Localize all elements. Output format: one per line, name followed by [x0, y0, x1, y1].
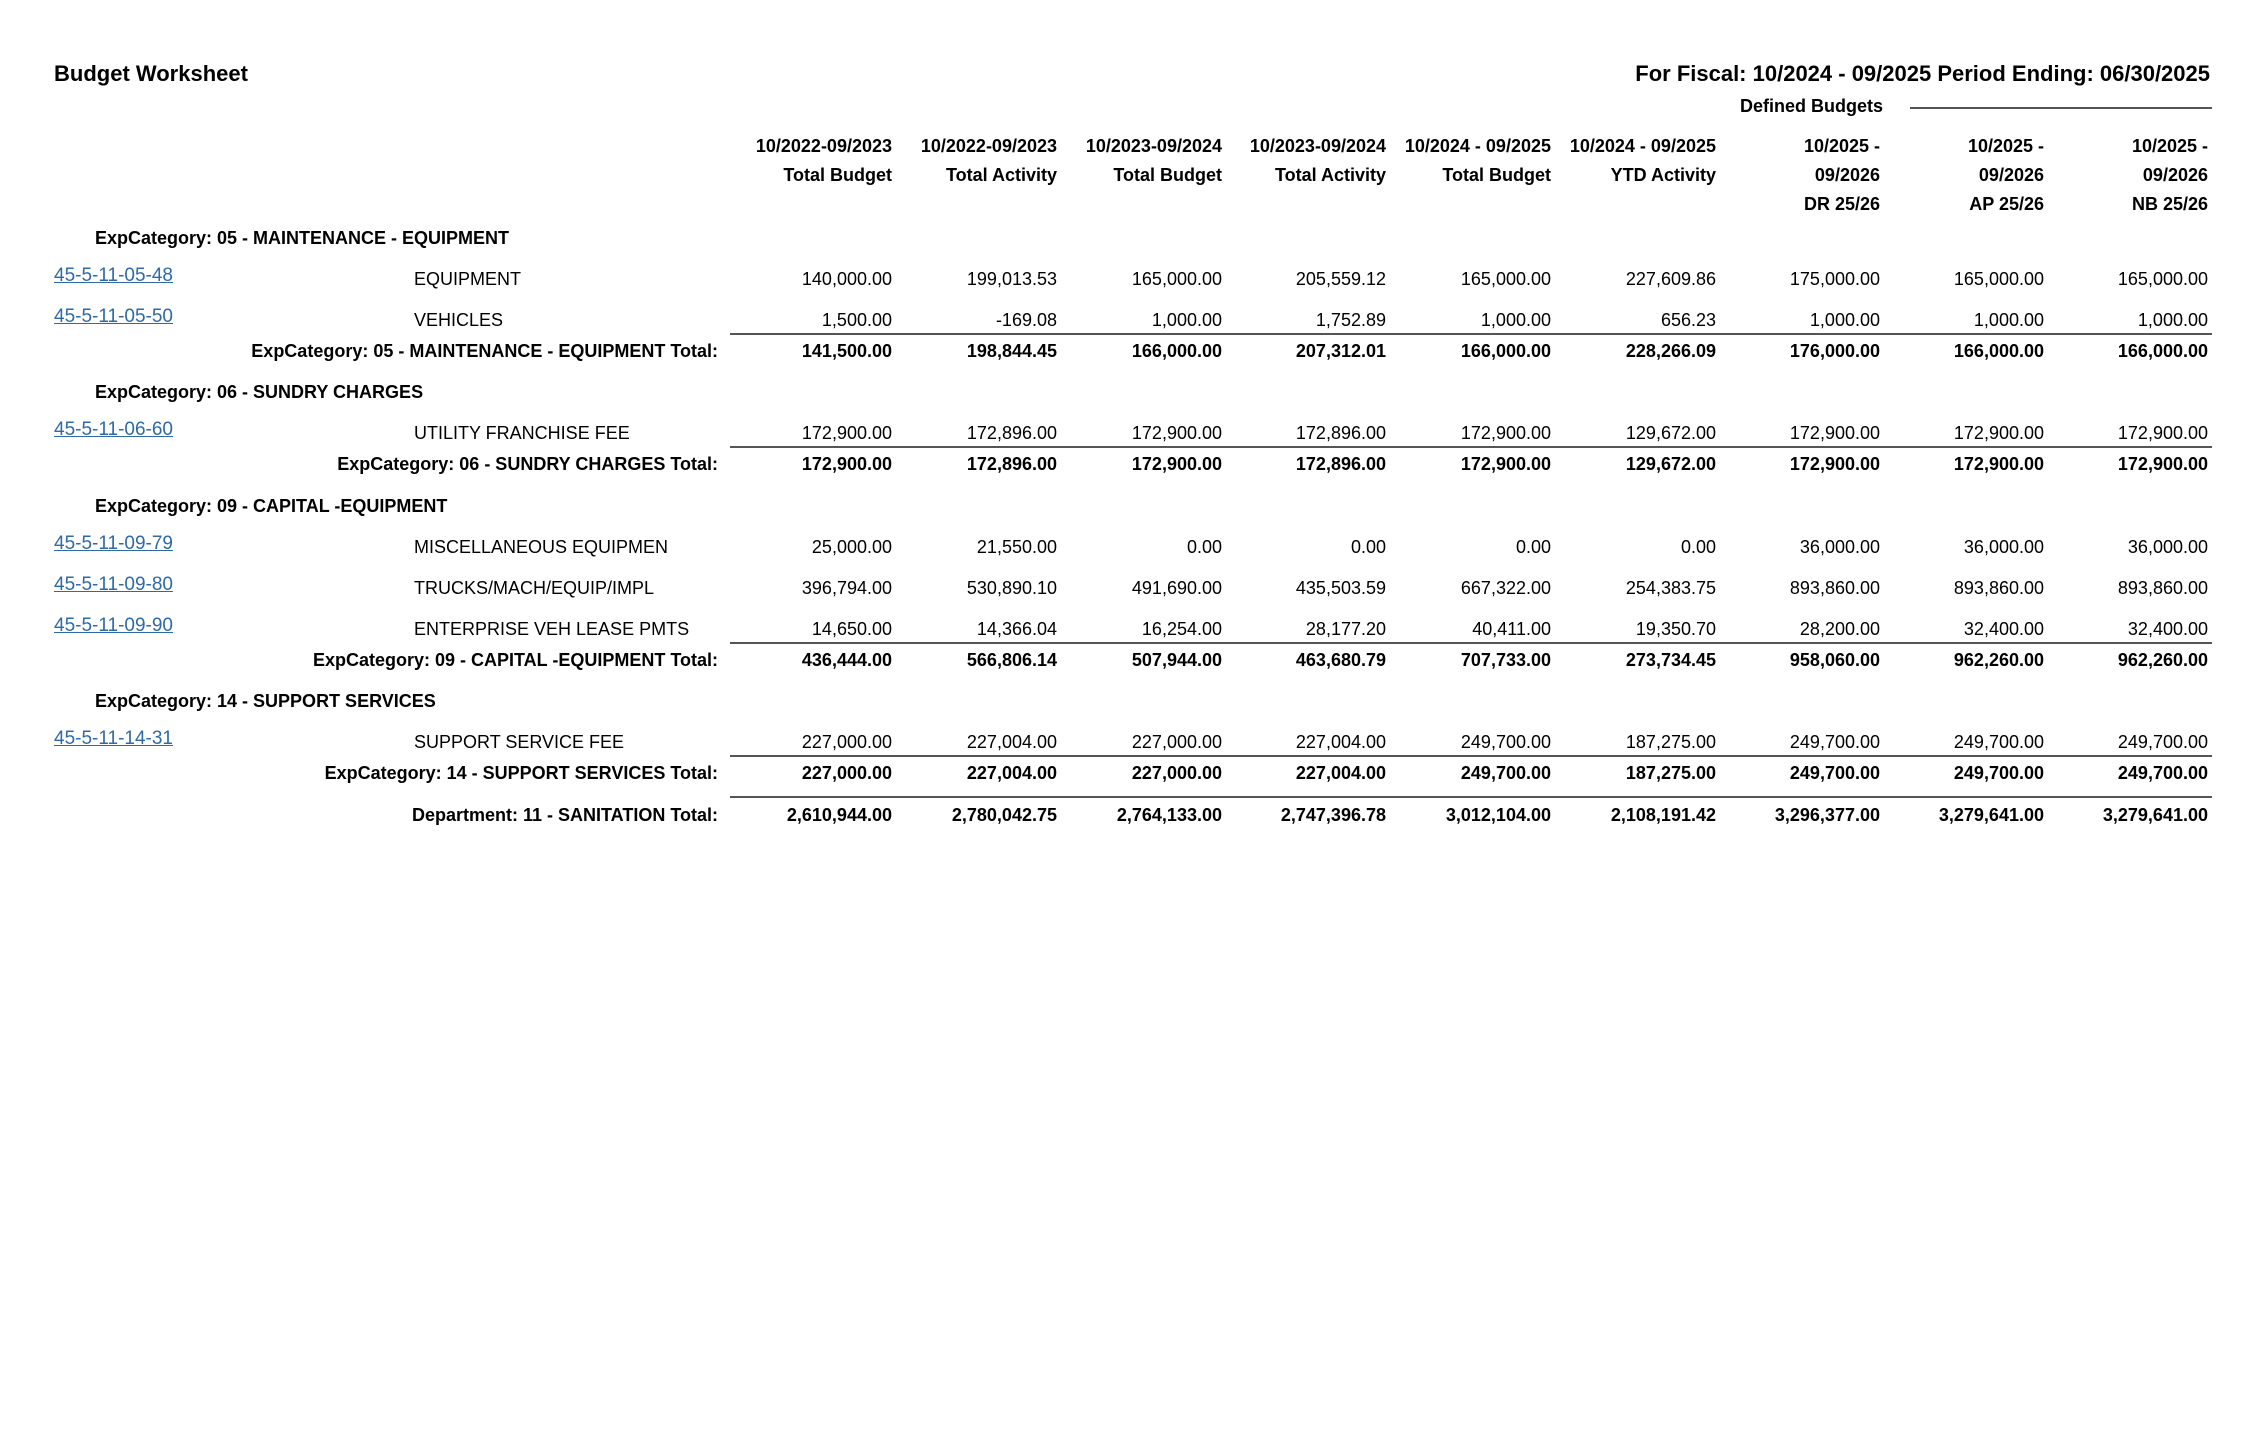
category-total-cell: 463,680.79: [1295, 650, 1386, 670]
amount-cell: 16,254.00: [1141, 619, 1222, 639]
amount-cell: 172,900.00: [1789, 423, 1880, 443]
amount-cell: 227,609.86: [1625, 269, 1716, 289]
amount-cell: 227,000.00: [801, 732, 892, 752]
category-total-cell: 187,275.00: [1625, 763, 1716, 783]
defined-budgets-label: Defined Budgets: [1740, 96, 1884, 116]
amount-cell: 172,900.00: [801, 423, 892, 443]
amount-cell: 14,650.00: [811, 619, 892, 639]
account-link[interactable]: 45-5-11-09-80: [54, 574, 174, 595]
line-item-description: UTILITY FRANCHISE FEE: [414, 423, 630, 443]
account-link[interactable]: 45-5-11-05-48: [54, 265, 174, 286]
amount-cell: 36,000.00: [1799, 537, 1880, 557]
amount-cell: 227,004.00: [966, 732, 1057, 752]
account-link[interactable]: 45-5-11-09-79: [54, 533, 174, 554]
amount-cell: 172,900.00: [2117, 423, 2208, 443]
category-heading: ExpCategory: 06 - SUNDRY CHARGES: [95, 382, 424, 402]
column-header-3-line-1: 10/2023-09/2024: [1085, 136, 1222, 156]
category-heading: ExpCategory: 05 - MAINTENANCE - EQUIPMENT: [95, 228, 510, 248]
amount-cell: 249,700.00: [1460, 732, 1551, 752]
category-total-cell: 141,500.00: [801, 341, 892, 361]
amount-cell: -169.08: [995, 310, 1057, 330]
category-total-cell: 249,700.00: [1789, 763, 1880, 783]
line-item-description: MISCELLANEOUS EQUIPMEN: [414, 537, 669, 557]
amount-cell: 187,275.00: [1625, 732, 1716, 752]
department-total-cell: 3,279,641.00: [1938, 805, 2044, 825]
amount-cell: 172,900.00: [1131, 423, 1222, 443]
category-total-cell: 129,672.00: [1625, 454, 1716, 474]
fiscal-period-header: For Fiscal: 10/2024 - 09/2025 Period Ending: 06/30/2025: [1635, 61, 2210, 86]
subtotal-rule: [730, 446, 2212, 448]
amount-cell: 40,411.00: [1472, 619, 1551, 639]
category-heading: ExpCategory: 14 - SUPPORT SERVICES: [95, 691, 436, 711]
amount-cell: 32,400.00: [2127, 619, 2208, 639]
category-heading: ExpCategory: 09 - CAPITAL -EQUIPMENT: [95, 496, 448, 516]
column-header-9-line-2: 09/2026: [2142, 165, 2208, 185]
category-total-cell: 172,900.00: [1953, 454, 2044, 474]
department-total-cell: 3,296,377.00: [1774, 805, 1880, 825]
amount-cell: 227,004.00: [1295, 732, 1386, 752]
column-header-2-line-2: Total Activity: [945, 165, 1057, 185]
defined-budgets-rule: [1910, 107, 2212, 109]
account-link[interactable]: 45-5-11-09-90: [54, 615, 174, 636]
column-header-3-line-2: Total Budget: [1113, 165, 1222, 185]
category-total-cell: 198,844.45: [966, 341, 1057, 361]
amount-cell: 0.00: [1350, 537, 1386, 557]
amount-cell: 25,000.00: [811, 537, 892, 557]
category-total-cell: 227,000.00: [801, 763, 892, 783]
category-total-label: ExpCategory: 06 - SUNDRY CHARGES Total:: [337, 454, 718, 474]
category-total-cell: 227,004.00: [966, 763, 1057, 783]
department-total-cell: 2,747,396.78: [1280, 805, 1386, 825]
column-header-5-line-1: 10/2024 - 09/2025: [1404, 136, 1551, 156]
column-header-4-line-1: 10/2023-09/2024: [1249, 136, 1386, 156]
category-total-cell: 249,700.00: [2117, 763, 2208, 783]
column-header-6-line-1: 10/2024 - 09/2025: [1569, 136, 1716, 156]
account-link[interactable]: 45-5-11-06-60: [54, 419, 174, 440]
amount-cell: 667,322.00: [1460, 578, 1551, 598]
amount-cell: 21,550.00: [976, 537, 1057, 557]
column-header-7-line-3: DR 25/26: [1803, 194, 1880, 214]
category-total-cell: 172,900.00: [801, 454, 892, 474]
column-header-8-line-3: AP 25/26: [1969, 194, 2044, 214]
amount-cell: 140,000.00: [801, 269, 892, 289]
amount-cell: 893,860.00: [2117, 578, 2208, 598]
line-item-description: EQUIPMENT: [414, 269, 522, 289]
category-total-cell: 172,900.00: [1789, 454, 1880, 474]
amount-cell: 249,700.00: [1789, 732, 1880, 752]
amount-cell: 32,400.00: [1963, 619, 2044, 639]
amount-cell: 175,000.00: [1789, 269, 1880, 289]
account-link[interactable]: 45-5-11-05-50: [54, 306, 174, 327]
subtotal-rule: [730, 642, 2212, 644]
amount-cell: 249,700.00: [2117, 732, 2208, 752]
column-header-1-line-1: 10/2022-09/2023: [755, 136, 892, 156]
department-total-cell: 2,780,042.75: [951, 805, 1057, 825]
category-total-cell: 227,004.00: [1295, 763, 1386, 783]
amount-cell: 28,200.00: [1799, 619, 1880, 639]
department-total-rule: [730, 796, 2212, 798]
category-total-cell: 566,806.14: [966, 650, 1057, 670]
column-header-1-line-2: Total Budget: [783, 165, 892, 185]
category-total-cell: 166,000.00: [1953, 341, 2044, 361]
category-total-cell: 507,944.00: [1131, 650, 1222, 670]
amount-cell: 36,000.00: [2127, 537, 2208, 557]
amount-cell: 19,350.70: [1635, 619, 1716, 639]
amount-cell: 1,500.00: [821, 310, 892, 330]
subtotal-rule: [730, 755, 2212, 757]
category-total-cell: 707,733.00: [1460, 650, 1551, 670]
amount-cell: 165,000.00: [1131, 269, 1222, 289]
amount-cell: 249,700.00: [1953, 732, 2044, 752]
amount-cell: 172,900.00: [1460, 423, 1551, 443]
amount-cell: 199,013.53: [966, 269, 1057, 289]
column-header-9-line-3: NB 25/26: [2131, 194, 2208, 214]
amount-cell: 0.00: [1680, 537, 1716, 557]
amount-cell: 165,000.00: [1953, 269, 2044, 289]
amount-cell: 435,503.59: [1295, 578, 1386, 598]
column-header-4-line-2: Total Activity: [1274, 165, 1386, 185]
amount-cell: 0.00: [1515, 537, 1551, 557]
report-title: Budget Worksheet: [54, 61, 248, 86]
column-header-2-line-1: 10/2022-09/2023: [920, 136, 1057, 156]
column-header-5-line-2: Total Budget: [1442, 165, 1551, 185]
column-header-8-line-2: 09/2026: [1978, 165, 2044, 185]
department-total-cell: 2,108,191.42: [1610, 805, 1716, 825]
department-total-label: Department: 11 - SANITATION Total:: [411, 805, 718, 825]
amount-cell: 491,690.00: [1131, 578, 1222, 598]
column-header-8-line-1: 10/2025 -: [1967, 136, 2044, 156]
account-link[interactable]: 45-5-11-14-31: [54, 728, 174, 749]
amount-cell: 28,177.20: [1305, 619, 1386, 639]
amount-cell: 205,559.12: [1295, 269, 1386, 289]
amount-cell: 172,900.00: [1953, 423, 2044, 443]
amount-cell: 656.23: [1660, 310, 1716, 330]
amount-cell: 1,752.89: [1315, 310, 1386, 330]
category-total-cell: 958,060.00: [1789, 650, 1880, 670]
amount-cell: 36,000.00: [1963, 537, 2044, 557]
amount-cell: 165,000.00: [1460, 269, 1551, 289]
amount-cell: 1,000.00: [2137, 310, 2208, 330]
amount-cell: 396,794.00: [801, 578, 892, 598]
category-total-cell: 176,000.00: [1789, 341, 1880, 361]
column-header-9-line-1: 10/2025 -: [2131, 136, 2208, 156]
amount-cell: 172,896.00: [1295, 423, 1386, 443]
column-header-7-line-2: 09/2026: [1814, 165, 1880, 185]
amount-cell: 1,000.00: [1151, 310, 1222, 330]
line-item-description: VEHICLES: [414, 310, 504, 330]
amount-cell: 0.00: [1186, 537, 1222, 557]
category-total-label: ExpCategory: 14 - SUPPORT SERVICES Total:: [324, 763, 718, 783]
line-item-description: TRUCKS/MACH/EQUIP/IMPL: [414, 578, 655, 598]
department-total-cell: 3,279,641.00: [2102, 805, 2208, 825]
amount-cell: 129,672.00: [1625, 423, 1716, 443]
amount-cell: 893,860.00: [1953, 578, 2044, 598]
line-item-description: ENTERPRISE VEH LEASE PMTS: [414, 619, 690, 639]
department-total-cell: 2,610,944.00: [786, 805, 892, 825]
amount-cell: 254,383.75: [1625, 578, 1716, 598]
category-total-cell: 172,900.00: [1131, 454, 1222, 474]
subtotal-rule: [730, 333, 2212, 335]
category-total-cell: 436,444.00: [801, 650, 892, 670]
category-total-label: ExpCategory: 09 - CAPITAL -EQUIPMENT Total:: [312, 650, 718, 670]
amount-cell: 14,366.04: [976, 619, 1057, 639]
category-total-cell: 166,000.00: [1460, 341, 1551, 361]
category-total-cell: 166,000.00: [1131, 341, 1222, 361]
category-total-cell: 172,896.00: [1295, 454, 1386, 474]
amount-cell: 530,890.10: [966, 578, 1057, 598]
category-total-cell: 228,266.09: [1625, 341, 1716, 361]
category-total-cell: 207,312.01: [1295, 341, 1386, 361]
department-total-cell: 3,012,104.00: [1445, 805, 1551, 825]
amount-cell: 165,000.00: [2117, 269, 2208, 289]
amount-cell: 227,000.00: [1131, 732, 1222, 752]
column-header-6-line-2: YTD Activity: [1610, 165, 1716, 185]
column-header-7-line-1: 10/2025 -: [1803, 136, 1880, 156]
amount-cell: 1,000.00: [1809, 310, 1880, 330]
category-total-cell: 172,900.00: [1460, 454, 1551, 474]
amount-cell: 172,896.00: [966, 423, 1057, 443]
category-total-cell: 273,734.45: [1625, 650, 1716, 670]
category-total-cell: 249,700.00: [1953, 763, 2044, 783]
department-total-cell: 2,764,133.00: [1116, 805, 1222, 825]
line-item-description: SUPPORT SERVICE FEE: [414, 732, 625, 752]
category-total-cell: 227,000.00: [1131, 763, 1222, 783]
amount-cell: 1,000.00: [1973, 310, 2044, 330]
amount-cell: 893,860.00: [1789, 578, 1880, 598]
category-total-cell: 172,900.00: [2117, 454, 2208, 474]
amount-cell: 1,000.00: [1480, 310, 1551, 330]
category-total-cell: 166,000.00: [2117, 341, 2208, 361]
category-total-cell: 962,260.00: [1953, 650, 2044, 670]
category-total-cell: 172,896.00: [966, 454, 1057, 474]
category-total-label: ExpCategory: 05 - MAINTENANCE - EQUIPMENT Total:: [251, 341, 718, 361]
category-total-cell: 962,260.00: [2117, 650, 2208, 670]
category-total-cell: 249,700.00: [1460, 763, 1551, 783]
